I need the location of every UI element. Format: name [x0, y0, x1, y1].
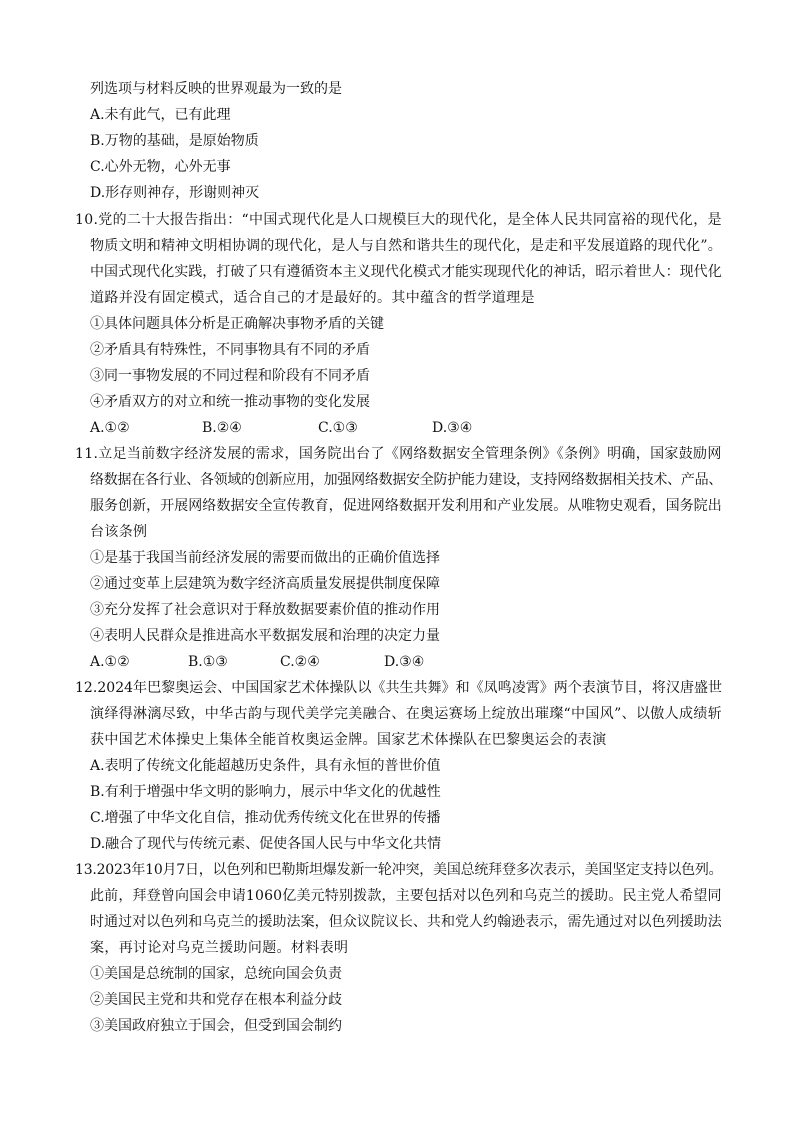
question-stem-line: 物质文明和精神文明相协调的现代化，是人与自然和谐共生的现代化，是走和平发展道路的现代化”。 [90, 238, 722, 254]
question-stem-line: 案，再讨论对乌克兰援助问题。材料表明 [90, 940, 349, 956]
question-stem-line: 演绎得淋漓尽致，中华古韵与现代美学完美融合、在奥运赛场上绽放出璀璨“中国风”、以傲人成绩斩 [90, 706, 723, 722]
choice-row [90, 419, 610, 437]
question-stem-line: 13.2023年10月7日，以色列和巴勒斯坦爆发新一轮冲突，美国总统拜登多次表示，美国坚定支持以色列。 [75, 862, 723, 878]
question-stem-line: 获中国艺术体操史上集体全能首枚奥运金牌。国家艺术体操队在巴黎奥运会的表演 [90, 732, 607, 748]
question-stem-line: 10.党的二十大报告指出：“中国式现代化是人口规模巨大的现代化，是全体人民共同富裕的现代化，是 [75, 212, 722, 228]
choice-c: C.②④ [280, 654, 320, 670]
choice-d: D.③④ [432, 420, 473, 436]
choice-a: A.①② [90, 420, 130, 436]
option-d: D.融合了现代与传统元素、促使各国人民与中华文化共情 [90, 836, 442, 852]
question-stem-line: 列选项与材料反映的世界观最为一致的是 [90, 81, 342, 97]
option-d: D.形存则神存，形谢则神灭 [90, 185, 260, 201]
question-stem-line: 服务创新，开展网络数据安全宣传教育，促进网络数据开发利用和产业发展。从唯物史观看，国务院出 [90, 498, 722, 514]
option-c: C.增强了中华文化自信，推动优秀传统文化在世界的传播 [90, 810, 441, 826]
choice-b: B.①③ [188, 654, 228, 670]
statement-2: ②矛盾具有特殊性，不同事物具有不同的矛盾 [90, 342, 370, 358]
question-stem-line: 时通过对以色列和乌克兰的援助法案，但众议院议长、共和党人约翰逊表示，需先通过对以色列援助法 [90, 914, 722, 930]
question-stem-line: 道路并没有固定模式，适合自己的才是最好的。其中蕴含的哲学道理是 [90, 290, 535, 306]
question-stem-line: 11.立足当前数字经济发展的需求，国务院出台了《网络数据安全管理条例》《条例》明确，国家鼓励网 [75, 446, 722, 462]
choice-a: A.①② [90, 654, 130, 670]
question-stem-line: 此前，拜登曾向国会申请1060亿美元特别拨款，主要包括对以色列和乌克兰的援助。民主党人希望同 [90, 888, 722, 904]
choice-b: B.②④ [202, 420, 242, 436]
question-stem-line: 中国式现代化实践，打破了只有遵循资本主义现代化模式才能实现现代化的神话，昭示着世人：现代化 [90, 264, 722, 280]
statement-2: ②美国民主党和共和党存在根本利益分歧 [90, 992, 342, 1008]
statement-2: ②通过变革上层建筑为数字经济高质量发展提供制度保障 [90, 576, 440, 592]
question-stem-line: 台该条例 [90, 524, 148, 540]
statement-3: ③充分发挥了社会意识对于释放数据要素价值的推动作用 [90, 602, 440, 618]
statement-1: ①美国是总统制的国家，总统向国会负责 [90, 966, 342, 982]
choice-c: C.①③ [318, 420, 358, 436]
statement-3: ③美国政府独立于国会，但受到国会制约 [90, 1018, 342, 1034]
statement-3: ③同一事物发展的不同过程和阶段有不同矛盾 [90, 368, 370, 384]
option-b: B.有利于增强中华文明的影响力，展示中华文化的优越性 [90, 784, 441, 800]
choice-row [90, 653, 610, 671]
question-stem-line: 12.2024年巴黎奥运会、中国国家艺术体操队以《共生共舞》和《凤鸣凌霄》两个表演节目，将汉唐盛世 [75, 680, 723, 696]
statement-4: ④表明人民群众是推进高水平数据发展和治理的决定力量 [90, 628, 440, 644]
option-a: A.未有此气，已有此理 [90, 107, 231, 123]
question-stem-line: 络数据在各行业、各领域的创新应用，加强网络数据安全防护能力建设，支持网络数据相关技术、产品、 [90, 472, 723, 488]
statement-1: ①是基于我国当前经济发展的需要而做出的正确价值选择 [90, 550, 440, 566]
option-b: B.万物的基础，是原始物质 [90, 133, 259, 149]
option-a: A.表明了传统文化能超越历史条件，具有永恒的普世价值 [90, 758, 441, 774]
choice-d: D.③④ [384, 654, 425, 670]
option-c: C.心外无物，心外无事 [90, 159, 231, 175]
statement-1: ①具体问题具体分析是正确解决事物矛盾的关键 [90, 316, 384, 332]
statement-4: ④矛盾双方的对立和统一推动事物的变化发展 [90, 394, 370, 410]
